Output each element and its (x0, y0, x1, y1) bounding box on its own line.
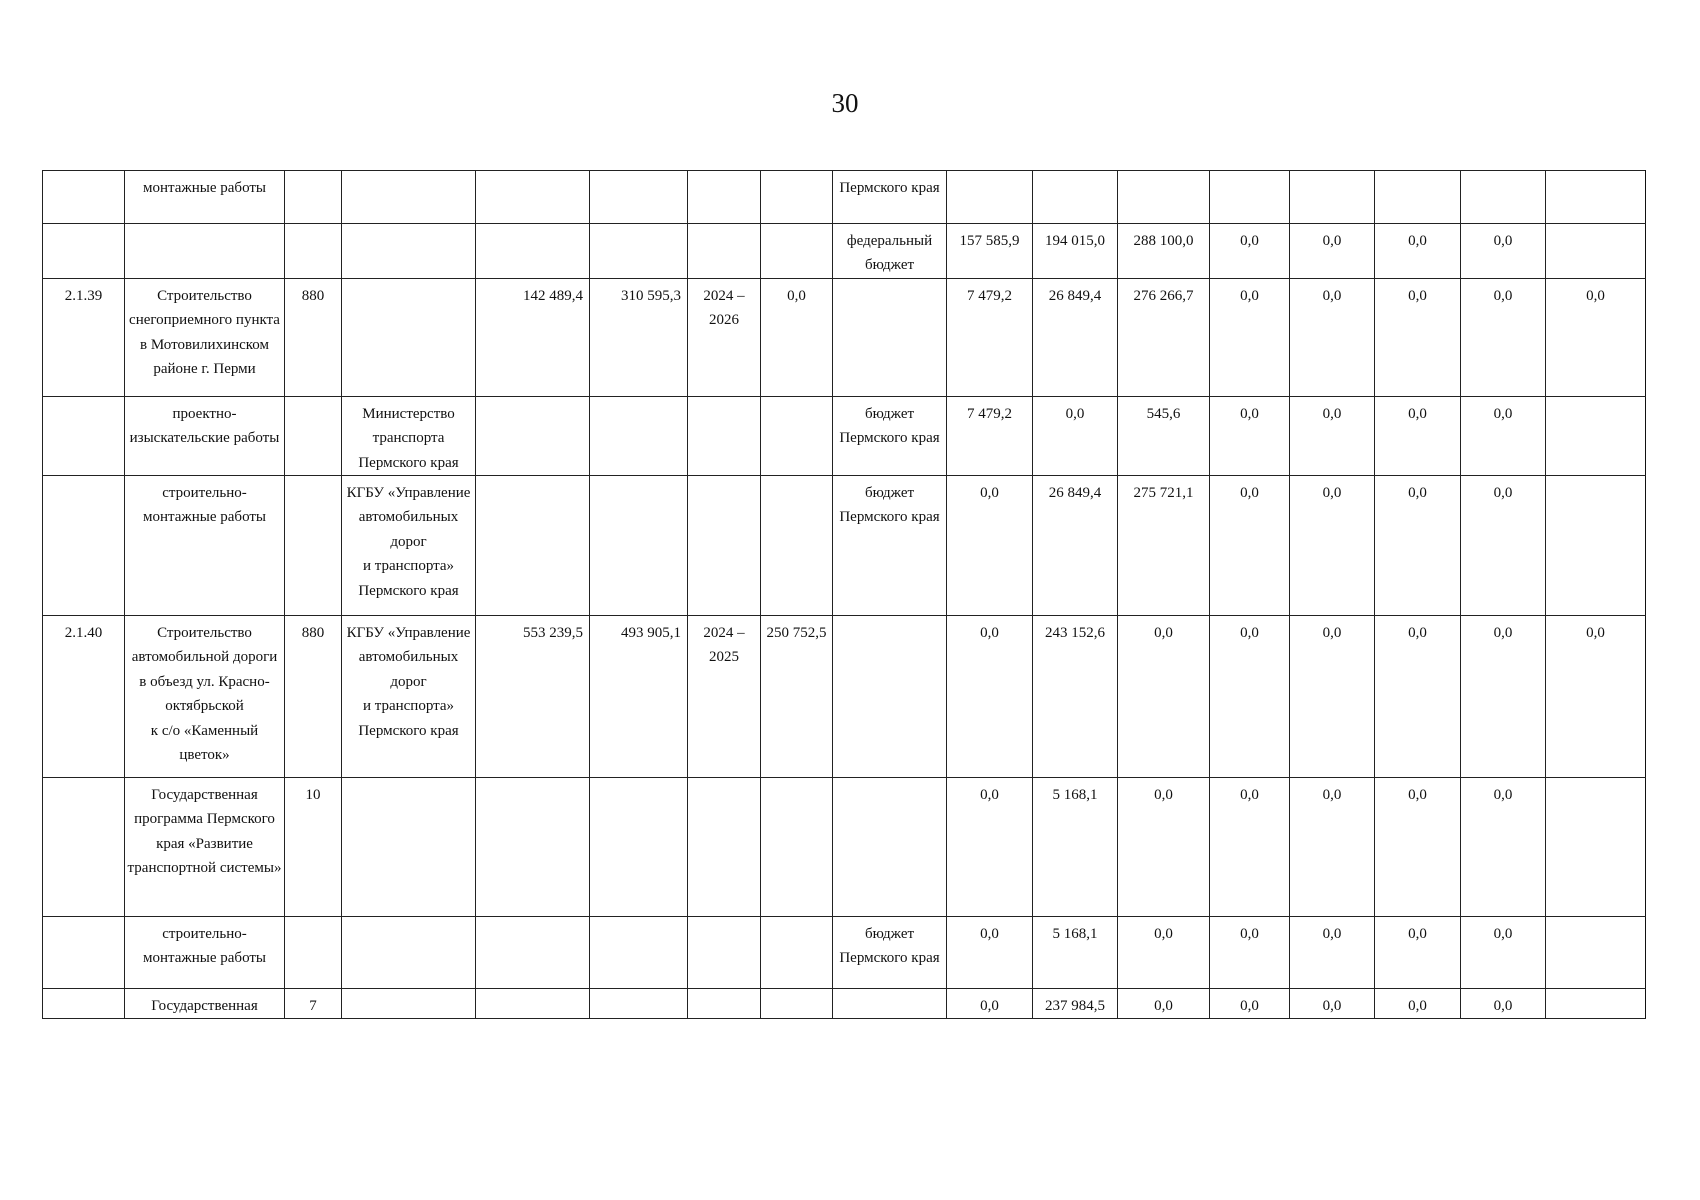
cell-item-name: Государственная программа Пермского края «Развитие транспортной системы» (125, 778, 285, 917)
cell-code (285, 917, 342, 989)
cell-code: 880 (285, 278, 342, 396)
cell-year2: 26 849,4 (1033, 476, 1118, 616)
cell-year2: 194 015,0 (1033, 224, 1118, 279)
cell-year4: 0,0 (1210, 989, 1290, 1019)
cell-period (688, 989, 761, 1019)
cell-year1: 157 585,9 (947, 224, 1033, 279)
page-number: 30 (831, 88, 859, 118)
cell-year8 (1546, 224, 1646, 279)
cell-period (688, 396, 761, 475)
cell-year2: 237 984,5 (1033, 989, 1118, 1019)
cell-remaining-cost (590, 917, 688, 989)
cell-remaining-cost: 493 905,1 (590, 616, 688, 778)
cell-year8: 0,0 (1546, 616, 1646, 778)
cell-item-name: Государственная (125, 989, 285, 1019)
cell-year8 (1546, 778, 1646, 917)
cell-year3: 0,0 (1118, 778, 1210, 917)
cell-year2: 243 152,6 (1033, 616, 1118, 778)
cell-year4: 0,0 (1210, 224, 1290, 279)
cell-year8 (1546, 917, 1646, 989)
cell-item-name: Строительство автомобильной дороги в объезд ул. Красно-октябрьской к с/о «Каменный цветок» (125, 616, 285, 778)
cell-code (285, 171, 342, 224)
cell-year1: 7 479,2 (947, 278, 1033, 396)
cell-total-cost (476, 171, 590, 224)
cell-prior-financing (761, 917, 833, 989)
cell-year7: 0,0 (1461, 396, 1546, 475)
cell-year1: 0,0 (947, 917, 1033, 989)
cell-year6: 0,0 (1375, 917, 1461, 989)
cell-year4: 0,0 (1210, 778, 1290, 917)
cell-year8 (1546, 396, 1646, 475)
cell-year6 (1375, 171, 1461, 224)
cell-year6: 0,0 (1375, 476, 1461, 616)
cell-year7: 0,0 (1461, 616, 1546, 778)
cell-year2: 0,0 (1033, 396, 1118, 475)
cell-year1: 0,0 (947, 616, 1033, 778)
cell-item-number: 2.1.39 (43, 278, 125, 396)
cell-year5: 0,0 (1290, 278, 1375, 396)
cell-year1 (947, 171, 1033, 224)
cell-year5: 0,0 (1290, 224, 1375, 279)
cell-executor (342, 917, 476, 989)
cell-year1: 0,0 (947, 476, 1033, 616)
cell-year3 (1118, 171, 1210, 224)
cell-executor (342, 224, 476, 279)
cell-year7: 0,0 (1461, 278, 1546, 396)
cell-year5 (1290, 171, 1375, 224)
cell-year8: 0,0 (1546, 278, 1646, 396)
cell-item-name: Строительство снегоприемного пункта в Мотовилихинском районе г. Перми (125, 278, 285, 396)
cell-year6: 0,0 (1375, 278, 1461, 396)
cell-prior-financing: 250 752,5 (761, 616, 833, 778)
cell-remaining-cost (590, 476, 688, 616)
cell-code: 7 (285, 989, 342, 1019)
cell-remaining-cost (590, 224, 688, 279)
cell-year7 (1461, 171, 1546, 224)
cell-year5: 0,0 (1290, 989, 1375, 1019)
cell-period: 2024 – 2025 (688, 616, 761, 778)
cell-remaining-cost: 310 595,3 (590, 278, 688, 396)
cell-total-cost (476, 778, 590, 917)
cell-executor: КГБУ «Управление автомобильных дорог и транспорта» Пермского края (342, 616, 476, 778)
cell-year3: 275 721,1 (1118, 476, 1210, 616)
cell-year1: 0,0 (947, 778, 1033, 917)
table-row (43, 396, 1646, 475)
cell-source: бюджет Пермского края (833, 917, 947, 989)
cell-source: федеральный бюджет (833, 224, 947, 279)
cell-code (285, 476, 342, 616)
cell-year3: 0,0 (1118, 917, 1210, 989)
cell-year4: 0,0 (1210, 476, 1290, 616)
cell-prior-financing (761, 224, 833, 279)
cell-total-cost (476, 224, 590, 279)
cell-code (285, 396, 342, 475)
cell-year1: 7 479,2 (947, 396, 1033, 475)
cell-year2: 26 849,4 (1033, 278, 1118, 396)
cell-code (285, 224, 342, 279)
cell-year3: 276 266,7 (1118, 278, 1210, 396)
cell-year3: 545,6 (1118, 396, 1210, 475)
table-row (43, 171, 1646, 224)
table-row (43, 224, 1646, 279)
cell-year3: 0,0 (1118, 989, 1210, 1019)
cell-year3: 288 100,0 (1118, 224, 1210, 279)
cell-item-name: строительно-монтажные работы (125, 917, 285, 989)
cell-remaining-cost (590, 989, 688, 1019)
cell-year5: 0,0 (1290, 778, 1375, 917)
cell-year4 (1210, 171, 1290, 224)
cell-year6: 0,0 (1375, 396, 1461, 475)
cell-total-cost (476, 396, 590, 475)
cell-year2: 5 168,1 (1033, 917, 1118, 989)
cell-item-number (43, 171, 125, 224)
table-row (43, 778, 1646, 917)
table-row (43, 278, 1646, 396)
table-row (43, 917, 1646, 989)
cell-remaining-cost (590, 778, 688, 917)
cell-year5: 0,0 (1290, 396, 1375, 475)
cell-year2 (1033, 171, 1118, 224)
cell-total-cost: 142 489,4 (476, 278, 590, 396)
cell-year4: 0,0 (1210, 396, 1290, 475)
cell-executor: Министерство транспорта Пермского края (342, 396, 476, 475)
cell-remaining-cost (590, 396, 688, 475)
cell-year8 (1546, 171, 1646, 224)
cell-prior-financing (761, 778, 833, 917)
cell-item-name: монтажные работы (125, 171, 285, 224)
cell-prior-financing (761, 396, 833, 475)
cell-year7: 0,0 (1461, 224, 1546, 279)
cell-year7: 0,0 (1461, 778, 1546, 917)
cell-year5: 0,0 (1290, 917, 1375, 989)
cell-total-cost (476, 989, 590, 1019)
cell-period: 2024 – 2026 (688, 278, 761, 396)
budget-table (42, 170, 1646, 1019)
cell-year8 (1546, 476, 1646, 616)
table-row (43, 616, 1646, 778)
table-row (43, 476, 1646, 616)
cell-period (688, 917, 761, 989)
cell-year6: 0,0 (1375, 778, 1461, 917)
cell-period (688, 778, 761, 917)
cell-period (688, 476, 761, 616)
cell-item-number (43, 917, 125, 989)
cell-period (688, 224, 761, 279)
cell-source (833, 616, 947, 778)
cell-executor (342, 778, 476, 917)
cell-item-name (125, 224, 285, 279)
cell-prior-financing (761, 989, 833, 1019)
cell-year4: 0,0 (1210, 278, 1290, 396)
cell-year3: 0,0 (1118, 616, 1210, 778)
cell-year6: 0,0 (1375, 616, 1461, 778)
cell-year6: 0,0 (1375, 224, 1461, 279)
cell-year6: 0,0 (1375, 989, 1461, 1019)
cell-total-cost (476, 476, 590, 616)
cell-executor (342, 989, 476, 1019)
cell-item-number (43, 396, 125, 475)
cell-total-cost (476, 917, 590, 989)
cell-prior-financing (761, 476, 833, 616)
table-row (43, 989, 1646, 1019)
cell-year1: 0,0 (947, 989, 1033, 1019)
cell-source (833, 278, 947, 396)
cell-source: бюджет Пермского края (833, 396, 947, 475)
cell-year2: 5 168,1 (1033, 778, 1118, 917)
cell-item-number (43, 778, 125, 917)
cell-year7: 0,0 (1461, 989, 1546, 1019)
cell-item-number (43, 224, 125, 279)
cell-year7: 0,0 (1461, 917, 1546, 989)
cell-prior-financing: 0,0 (761, 278, 833, 396)
cell-source: бюджет Пермского края (833, 476, 947, 616)
cell-year4: 0,0 (1210, 917, 1290, 989)
cell-item-name: строительно-монтажные работы (125, 476, 285, 616)
cell-code: 880 (285, 616, 342, 778)
cell-executor: КГБУ «Управление автомобильных дорог и транспорта» Пермского края (342, 476, 476, 616)
cell-year8 (1546, 989, 1646, 1019)
cell-source: Пермского края (833, 171, 947, 224)
cell-total-cost: 553 239,5 (476, 616, 590, 778)
cell-item-number (43, 476, 125, 616)
cell-year5: 0,0 (1290, 616, 1375, 778)
cell-item-name: проектно-изыскательские работы (125, 396, 285, 475)
cell-item-number: 2.1.40 (43, 616, 125, 778)
cell-code: 10 (285, 778, 342, 917)
cell-year5: 0,0 (1290, 476, 1375, 616)
cell-item-number (43, 989, 125, 1019)
cell-year4: 0,0 (1210, 616, 1290, 778)
cell-prior-financing (761, 171, 833, 224)
cell-source (833, 989, 947, 1019)
cell-year7: 0,0 (1461, 476, 1546, 616)
cell-executor (342, 278, 476, 396)
cell-remaining-cost (590, 171, 688, 224)
cell-period (688, 171, 761, 224)
cell-source (833, 778, 947, 917)
cell-executor (342, 171, 476, 224)
